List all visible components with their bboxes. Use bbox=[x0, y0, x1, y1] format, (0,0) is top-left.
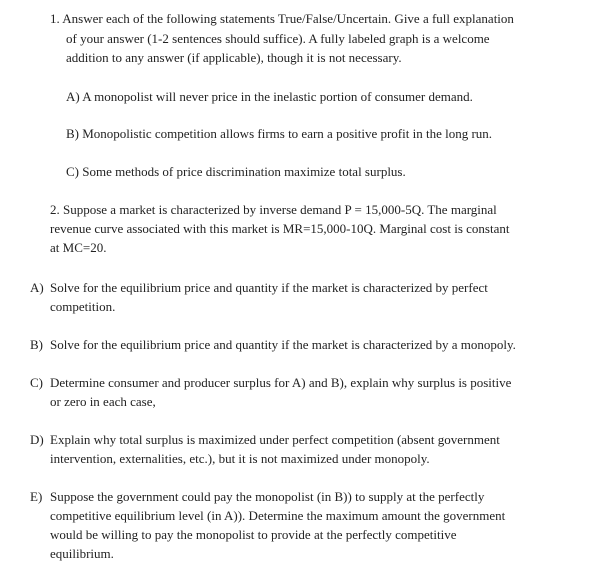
question-1-line: of your answer (1-2 sentences should suffice). A fully labeled graph is a welcome bbox=[66, 31, 490, 46]
part-text-line: Suppose the government could pay the monopolist (in B)) to supply at the perfectly bbox=[50, 489, 485, 504]
part-text-line: would be willing to pay the monopolist to provide at the perfectly competitive bbox=[50, 527, 457, 542]
part-text-line: competitive equilibrium level (in A)). Determine the maximum amount the government bbox=[50, 508, 506, 523]
question-1-statement-b: B) Monopolistic competition allows firms to earn a positive profit in the long run. bbox=[66, 126, 493, 141]
part-text-line: competition. bbox=[50, 299, 116, 314]
part-label: A) bbox=[30, 280, 44, 295]
question-1-line: addition to any answer (if applicable), though it is not necessary. bbox=[66, 50, 402, 65]
part-text-line: Determine consumer and producer surplus for A) and B), explain why surplus is positive bbox=[50, 375, 512, 390]
part-text-line: or zero in each case, bbox=[50, 394, 156, 409]
question-1-statement-c: C) Some methods of price discrimination maximize total surplus. bbox=[66, 164, 406, 179]
question-1-statement-a: A) A monopolist will never price in the inelastic portion of consumer demand. bbox=[66, 89, 473, 104]
part-text-line: Solve for the equilibrium price and quantity if the market is characterized by perfect bbox=[50, 280, 488, 295]
question-2-line: at MC=20. bbox=[50, 240, 107, 255]
part-text-line: equilibrium. bbox=[50, 546, 114, 561]
part-text-line: Explain why total surplus is maximized under perfect competition (absent government bbox=[50, 432, 500, 447]
part-text-line: intervention, externalities, etc.), but it is not maximized under monopoly. bbox=[50, 451, 430, 466]
question-2-line: revenue curve associated with this market is MR=15,000-10Q. Marginal cost is constant bbox=[50, 221, 510, 236]
part-label: D) bbox=[30, 432, 44, 447]
question-2-line: 2. Suppose a market is characterized by inverse demand P = 15,000-5Q. The marginal bbox=[50, 202, 497, 217]
part-label: E) bbox=[30, 489, 43, 504]
question-1-line: 1. Answer each of the following statements True/False/Uncertain. Give a full explanation bbox=[50, 11, 514, 26]
part-text-line: Solve for the equilibrium price and quantity if the market is characterized by a monopoly. bbox=[50, 337, 516, 352]
part-label: C) bbox=[30, 375, 43, 390]
part-label: B) bbox=[30, 337, 43, 352]
